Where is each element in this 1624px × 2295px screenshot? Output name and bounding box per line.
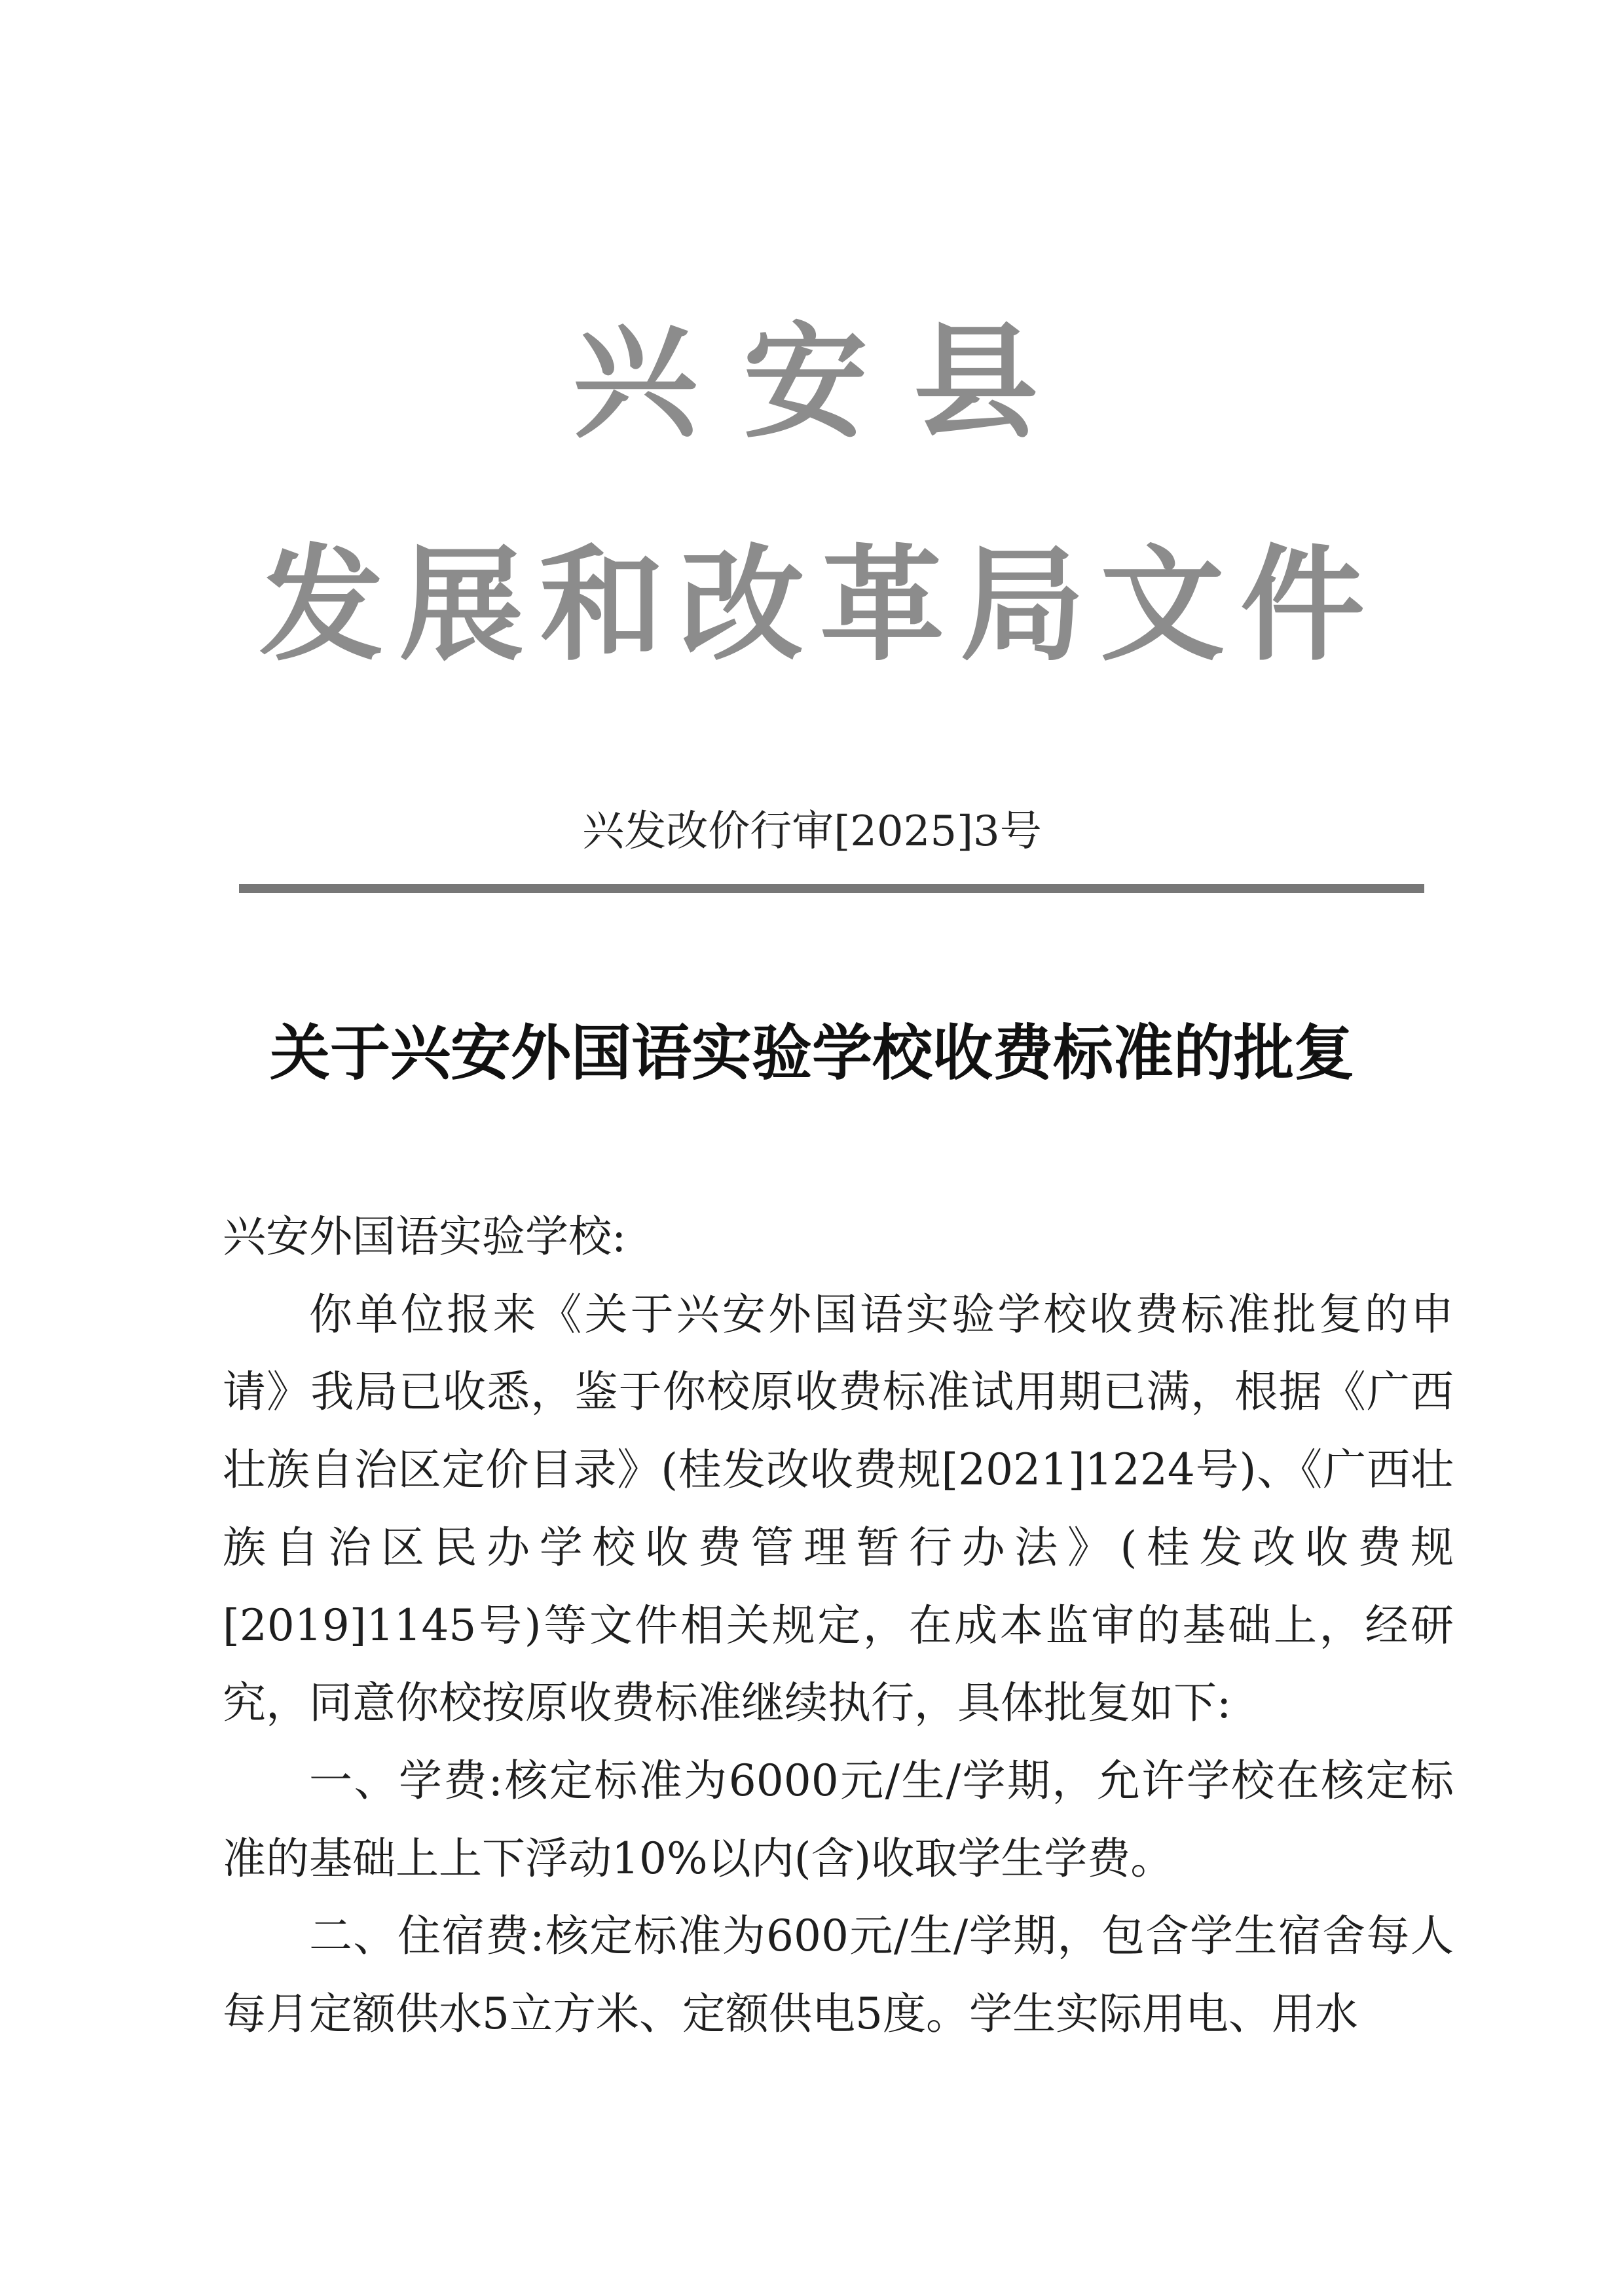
paragraph-tuition: 一、学费:核定标准为6000元/生/学期，允许学校在核定标准的基础上上下浮动10%以内(含)收取学生学费。: [223, 1755, 1454, 1884]
paragraph-accommodation: 二、住宿费:核定标准为600元/生/学期，包含学生宿舍每人每月定额供水5立方米、定额供电5度。学生实际用电、用水: [223, 1911, 1454, 2040]
salutation: 兴安外国语实验学校:: [223, 1211, 627, 1262]
issuer-document-header: 发展和改革局文件: [259, 533, 1380, 678]
document-number: 兴发改价行审[2025]3号: [582, 807, 1042, 856]
header-divider: [239, 884, 1424, 893]
document-body: [223, 1198, 1454, 2053]
document-title: 关于兴安外国语实验学校收费标准的批复: [269, 1018, 1354, 1088]
issuer-name: 兴安县: [572, 310, 1084, 455]
paragraph-intro: 你单位报来《关于兴安外国语实验学校收费标准批复的申请》我局已收悉，鉴于你校原收费标准试用期已满，根据《广西壮族自治区定价目录》(桂发改收费规[2021]1224号)、《广西壮族自治区民办学校收费管理暂行办法》(桂发改收费规[2019]1145号)等文件相关规定，在成本监审的基础上，经研究，同意你校按原收费标准继续执行，具体批复如下:: [223, 1289, 1454, 1729]
